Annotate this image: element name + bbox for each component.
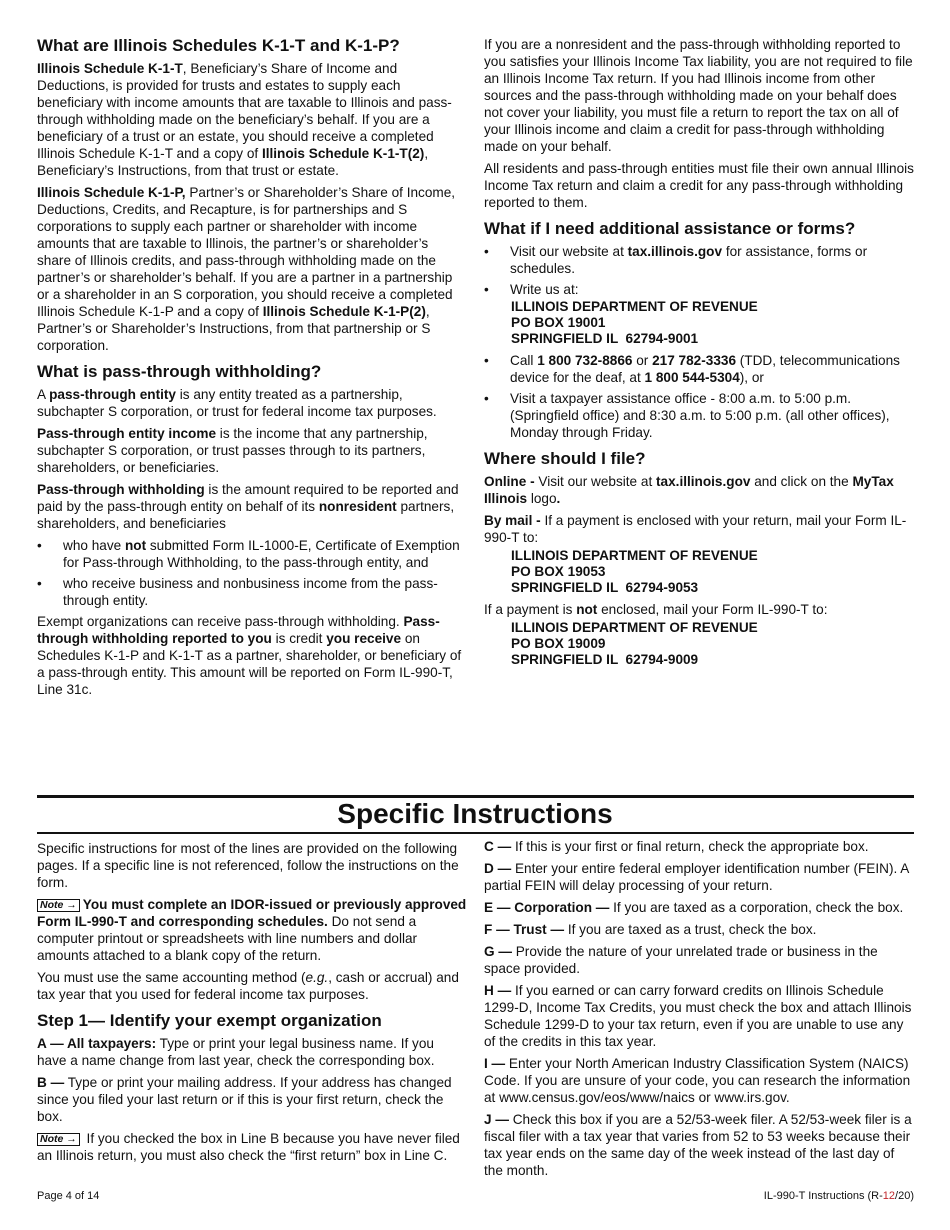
note-icon: Note →: [37, 1133, 80, 1146]
para-nonresident: If you are a nonresident and the pass-through withholding reported to you satisfies your Illinois Income Tax liability, you are not required to file an Illinois Income Tax return. If you had Illinois income from other sources and the pass-through withholding made on your behalf does not cover your liability, you must file a return to report the tax on all of your Illinois income and claim a credit for pass-through withholding made on your behalf.: [484, 37, 913, 154]
top-left-column: [37, 36, 465, 703]
para-online: Online - Visit our website at tax.illinois.gov and click on the MyTax Illinois logo.: [484, 474, 894, 506]
mailing-address-no-payment: ILLINOIS DEPARTMENT OF REVENUE PO BOX 19009 SPRINGFIELD IL 62794-9009: [511, 620, 758, 667]
line-i-instruction: I — Enter your North American Industry Classification System (NAICS) Code. If you are unsure of your code, you can research the information at www.census.gov/eos/www/naics or www.irs.gov.: [484, 1056, 911, 1105]
para-no-payment: If a payment is not enclosed, mail your Form IL-990-T to:: [484, 602, 828, 617]
para-pass-through-entity: A pass-through entity is any entity treated as a partnership, subchapter S corporation, or trust for federal income tax purposes.: [37, 387, 437, 419]
para-pass-through-income: Pass-through entity income is the income that any partnership, subchapter S corporation, or trust passes through to its partners, shareholders, or beneficiaries.: [37, 426, 428, 475]
line-b-instruction: B — Type or print your mailing address. If your address has changed since you filed your last return or if this is your first return, check the box.: [37, 1075, 452, 1124]
para-note-idor: Note → You must complete an IDOR-issued or previously approved Form IL-990-T and corresponding schedules. Do not send a computer printout or spreadsheets with line numbers and dollar amounts attached to a blank copy of the return.: [37, 897, 467, 963]
section-title: Specific Instructions: [337, 798, 613, 829]
para-pass-through-withholding: Pass-through withholding is the amount required to be reported and paid by the pass-through entity on behalf of its nonresident partners, shareholders, and beneficiaries: [37, 482, 459, 531]
section-rule-bottom: [37, 832, 914, 834]
list-item: • who have not submitted Form IL-1000-E, Certificate of Exemption for Pass-through Withholding, to the pass-through entity, and: [37, 538, 460, 570]
line-d-instruction: D — Enter your entire federal employer identification number (FEIN). A partial FEIN will delay processing of your return.: [484, 861, 909, 893]
para-specific-intro: Specific instructions for most of the lines are provided on the following pages. If a specific line is not referenced, follow the instructions on the form.: [37, 841, 459, 890]
line-h-instruction: H — If you earned or can carry forward credits on Illinois Schedule 1299-D, Income Tax Credits, you must check the box and attach Illinois Schedule 1299-D to your tax return, even if you are unable to use any of the credits in this tax year.: [484, 983, 912, 1049]
para-k1p: Illinois Schedule K-1-P, Partner’s or Shareholder’s Share of Income, Deductions, Credits, and Recapture, is for partnerships and S corporations to supply each partner or shareholder with income amounts that are taxable to Illinois, the partner’s or shareholder’s share of Illinois credits, and pass-through withholding made on the partner’s or shareholder’s behalf. If you are a partner in a partnership or a shareholder in an S corporation, you should receive a completed Illinois Schedule K-1-P and a copy of Illinois Schedule K-1-P(2), Partner’s or Shareholder’s Instructions, from that partnership or S corporation.: [37, 185, 456, 353]
line-a-instruction: A — All taxpayers: Type or print your legal business name. If you have a name change from last year, check the corresponding box.: [37, 1036, 435, 1068]
line-c-instruction: C — If this is your first or final return, check the appropriate box.: [484, 839, 869, 854]
heading-assistance: What if I need additional assistance or forms?: [484, 219, 856, 238]
para-note-line-b: Note → If you checked the box in Line B because you have never filed an Illinois return, you must also check the “first return” box in Line C.: [37, 1131, 460, 1163]
mailing-address-assistance: ILLINOIS DEPARTMENT OF REVENUE PO BOX 19001 SPRINGFIELD IL 62794-9001: [511, 299, 758, 346]
para-accounting-method: You must use the same accounting method (e.g., cash or accrual) and tax year that you used for federal income tax purposes.: [37, 970, 459, 1002]
note-icon: Note →: [37, 899, 80, 912]
heading-where-file: Where should I file?: [484, 449, 646, 468]
tdd-number: 1 800 544-5304: [644, 370, 740, 385]
heading-schedules: What are Illinois Schedules K-1-T and K-1-P?: [37, 36, 400, 55]
form-revision: IL-990-T Instructions (R-12/20): [763, 1190, 914, 1202]
mailing-address-payment: ILLINOIS DEPARTMENT OF REVENUE PO BOX 19053 SPRINGFIELD IL 62794-9053: [511, 548, 758, 595]
heading-step-1: Step 1— Identify your exempt organization: [37, 1011, 382, 1030]
bottom-right-column: [484, 838, 914, 1184]
bottom-left-column: [37, 840, 467, 1169]
website-link[interactable]: tax.illinois.gov: [656, 474, 751, 489]
list-item: • Call 1 800 732-8866 or 217 782-3336 (TDD, telecommunications device for the deaf, at 1 800 544-5304), or: [484, 353, 900, 385]
line-f-instruction: F — Trust — If you are taxed as a trust, check the box.: [484, 922, 817, 937]
phone-number: 217 782-3336: [652, 353, 736, 368]
list-item: • who receive business and nonbusiness income from the pass-through entity.: [37, 576, 438, 608]
list-item: • Visit a taxpayer assistance office - 8:00 a.m. to 5:00 p.m. (Springfield office) and 8:30 a.m. to 5:00 p.m. (all other offices), Monday through Friday.: [484, 391, 890, 440]
phone-number: 1 800 732-8866: [537, 353, 633, 368]
website-link[interactable]: tax.illinois.gov: [627, 244, 723, 259]
heading-pass-through: What is pass-through withholding?: [37, 362, 322, 381]
list-item: • Visit our website at tax.illinois.gov for assistance, forms or schedules.: [484, 244, 868, 276]
line-g-instruction: G — Provide the nature of your unrelated trade or business in the space provided.: [484, 944, 878, 976]
para-residents: All residents and pass-through entities must file their own annual Illinois Income Tax return and claim a credit for any pass-through withholding reported to them.: [484, 161, 914, 210]
line-j-instruction: J — Check this box if you are a 52/53-week filer. A 52/53-week filer is a fiscal filer with a tax year that varies from 52 to 53 weeks because their tax year ends on the same day of the week instead of the last day of the month.: [484, 1112, 912, 1178]
para-exempt-orgs: Exempt organizations can receive pass-through withholding. Pass-through withholding reported to you is credit you receive on Schedules K-1-P and K-1-T as a partner, shareholder, or beneficiary of a pass-through entity. This amount will be reported on Form IL-990-T, Line 31c.: [37, 614, 462, 697]
top-right-column: [484, 36, 914, 668]
para-k1t: Illinois Schedule K-1-T, Beneficiary’s Share of Income and Deductions, is provided for trusts and estates to supply each beneficiary with income amounts that are taxable to Illinois and pass-through withholding made on the beneficiary’s behalf. If you are a beneficiary of a trust or an estate, you should receive a completed Illinois Schedule K-1-T and a copy of Illinois Schedule K-1-T(2), Beneficiary’s Instructions, from that trust or estate.: [37, 61, 452, 178]
para-by-mail: By mail - If a payment is enclosed with your return, mail your Form IL-990-T to:: [484, 513, 907, 545]
line-e-instruction: E — Corporation — If you are taxed as a corporation, check the box.: [484, 900, 904, 915]
page-number: Page 4 of 14: [37, 1190, 100, 1202]
list-item: • Write us at:: [484, 282, 579, 297]
